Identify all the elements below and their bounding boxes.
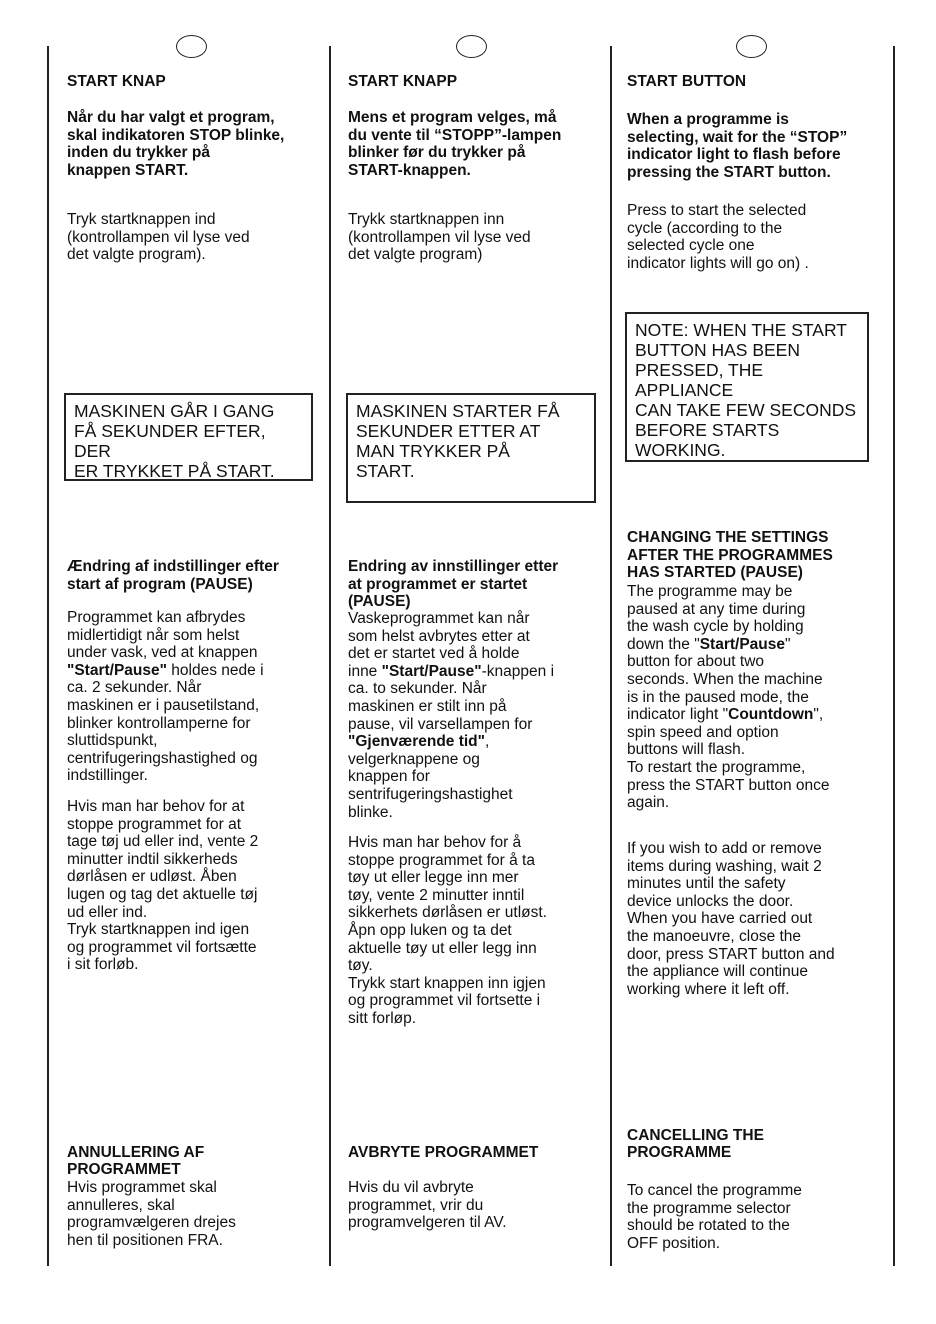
pause-paragraph-2: Hvis man har behov for at stoppe programmet for at tage tøj ud eller ind, vente 2 minutter indtil sikkerheds dørlåsen er udløst. Åben lugen og tag det aktuelle tøj ud eller ind. Tryk startknappen ind igen og programmet vil fortsætte i sit forløb.	[67, 798, 259, 974]
note-box: MASKINEN GÅR I GANG FÅ SEKUNDER EFTER, DER ER TRYKKET PÅ START.	[64, 393, 313, 481]
cancel-body: Hvis du vil avbryte programmet, vrir du programvelgeren til AV.	[348, 1179, 507, 1232]
start-body: Trykk startknappen inn (kontrollampen vil lyse ved det valgte program)	[348, 211, 531, 264]
cancel-body: Hvis programmet skal annulleres, skal programvælgeren drejes hen til positionen FRA.	[67, 1179, 236, 1249]
pause-paragraph-2: If you wish to add or remove items during washing, wait 2 minutes until the safety device unlocks the door. When you have carried out the manoeuvre, close the door, press START button and the appliance will continue working where it left off.	[627, 840, 835, 998]
pause-paragraph-2: Hvis man har behov for å stoppe programmet for å ta tøy ut eller legge inn mer tøy, vente 2 minutter inntil sikkerhets dørlåsen er utløst. Åpn opp luken og ta det aktuelle tøy ut eller legg inn tøy. Trykk start knappen inn igjen og programmet vil fortsette i sitt forløp.	[348, 834, 547, 1027]
start-heading: START KNAPP	[348, 73, 458, 90]
column-divider-mid1	[329, 46, 331, 1266]
start-intro: Når du har valgt et program, skal indikatoren STOP blinke, inden du trykker på knappen START.	[67, 109, 285, 179]
start-intro: Mens et program velges, må du vente til “STOPP”-lampen blinker før du trykker på START-knappen.	[348, 109, 562, 179]
column-divider-right	[893, 46, 895, 1266]
pause-paragraph-1: Programmet kan afbrydes midlertidigt når som helst under vask, ved at knappen "Start/Pause" holdes nede i ca. 2 sekunder. Når maskinen er i pausetilstand, blinker kontrollamperne for sluttidspunkt, centrifugeringshastighed og indstillinger.	[67, 609, 264, 785]
note-box: NOTE: WHEN THE START BUTTON HAS BEEN PRESSED, THE APPLIANCE CAN TAKE FEW SECONDS BEFORE STARTS WORKING.	[625, 312, 869, 462]
cancel-heading: AVBRYTE PROGRAMMET	[348, 1144, 539, 1161]
start-body: Tryk startknappen ind (kontrollampen vil lyse ved det valgte program).	[67, 211, 250, 264]
pause-paragraph-1: Vaskeprogrammet kan når som helst avbrytes etter at det er startet ved å holde inne "Start/Pause"-knappen i ca. to sekunder. Når maskinen er stilt inn på pause, vil varsellampen for "Gjenværende tid", velgerknappene og knappen for sentrifugeringshastighet blinke.	[348, 610, 555, 821]
start-heading: START KNAP	[67, 73, 166, 90]
pause-heading: Endring av innstillinger etter at programmet er startet (PAUSE)	[348, 558, 559, 610]
cancel-heading: CANCELLING THE PROGRAMME	[627, 1127, 764, 1161]
pause-heading: Ændring af indstillinger efter start af program (PAUSE)	[67, 558, 279, 593]
start-body: Press to start the selected cycle (according to the selected cycle one indicator lights will go on) .	[627, 202, 809, 272]
start-intro: When a programme is selecting, wait for the “STOP” indicator light to flash before pressing the START button.	[627, 111, 848, 181]
cancel-body: To cancel the programme the programme selector should be rotated to the OFF position.	[627, 1182, 802, 1252]
column-divider-mid2	[610, 46, 612, 1266]
pause-heading: CHANGING THE SETTINGS AFTER THE PROGRAMMES HAS STARTED (PAUSE)	[627, 529, 833, 581]
cancel-heading: ANNULLERING AF PROGRAMMET	[67, 1144, 205, 1178]
column-english	[627, 0, 885, 1324]
start-heading: START BUTTON	[627, 73, 747, 90]
pause-paragraph-1: The programme may be paused at any time during the wash cycle by holding down the "Start/Pause" button for about two seconds. When the machine is in the paused mode, the indicator light "Countdown", spin speed and option buttons will flash. To restart the programme, press the START button once again.	[627, 583, 830, 812]
column-divider-left	[47, 46, 49, 1266]
column-norwegian	[348, 0, 600, 1324]
note-box: MASKINEN STARTER FÅ SEKUNDER ETTER AT MAN TRYKKER PÅ START.	[346, 393, 596, 503]
column-danish	[67, 0, 319, 1324]
